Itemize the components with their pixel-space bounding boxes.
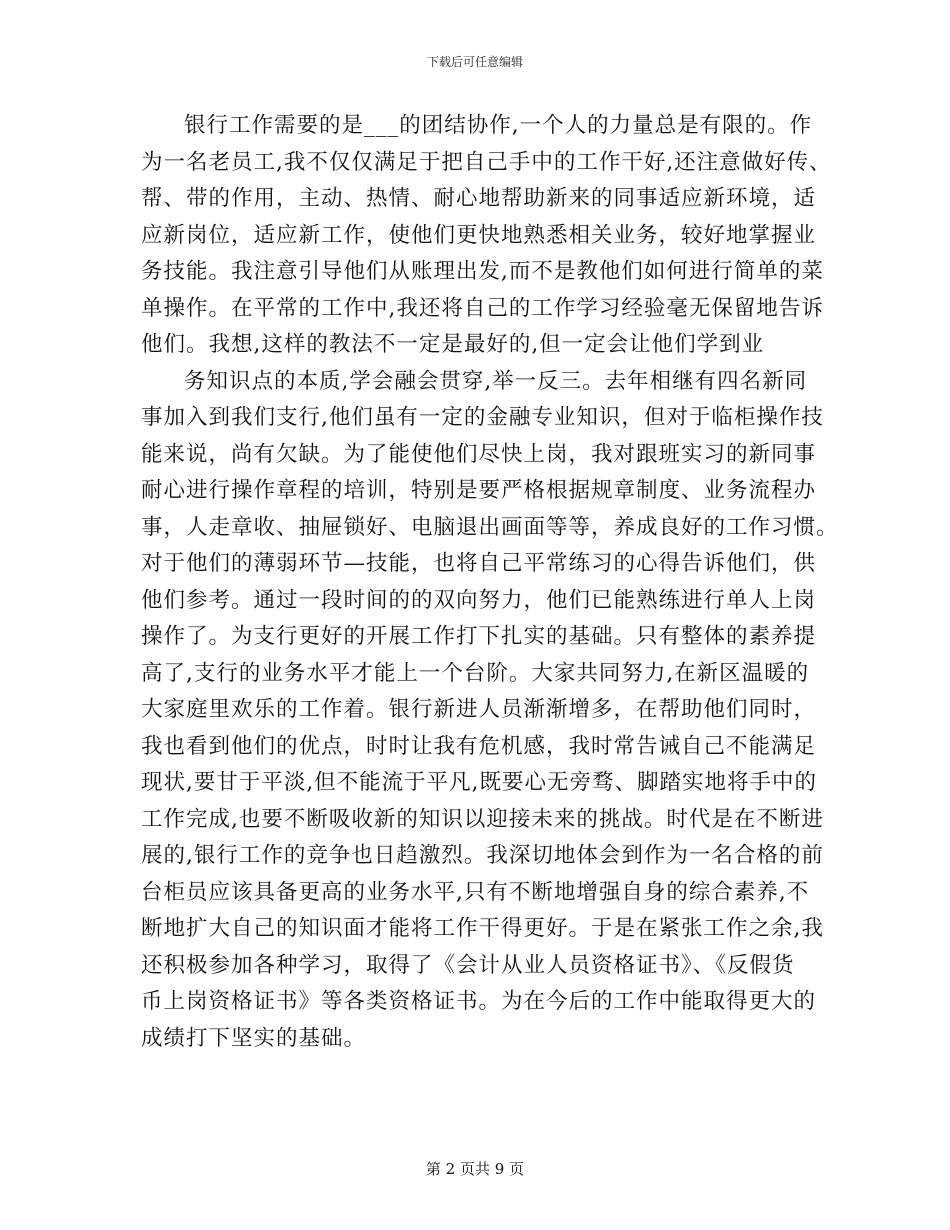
body-line: 事，人走章收、抽屉锁好、电脑退出画面等等，养成良好的工作习惯。 — [141, 514, 839, 540]
page-number: 第 2 页共 9 页 — [425, 1160, 525, 1178]
body-line: 单操作。在平常的工作中,我还将自己的工作学习经验毫无保留地告诉 — [141, 295, 824, 321]
body-line: 我也看到他们的优点，时时让我有危机感，我时常告诫自己不能满足 — [141, 733, 817, 759]
body-line: 他们参考。通过一段时间的的双向努力，他们已能熟练进行单人上岗 — [141, 587, 817, 613]
document-body — [141, 108, 839, 1057]
body-line: 大家庭里欢乐的工作着。银行新进人员渐渐增多，在帮助他们同时， — [141, 697, 817, 722]
body-line: 成绩打下坚实的基础。 — [141, 1025, 367, 1051]
body-line: 现状,要甘于平淡,但不能流于平凡,既要心无旁骛、脚踏实地将手中的 — [141, 770, 818, 795]
body-line: 币上岗资格证书》等各类资格证书。为在今后的工作中能取得更大的 — [141, 989, 817, 1014]
body-line: 耐心进行操作章程的培训，特别是要严格根据规章制度、业务流程办 — [141, 478, 817, 503]
body-line: 对于他们的薄弱环节—技能，也将自己平常练习的心得告诉他们，供 — [141, 551, 817, 576]
body-line: 操作了。为支行更好的开展工作打下扎实的基础。只有整体的素养提 — [141, 624, 817, 649]
body-line: 帮、带的作用，主动、热情、耐心地帮助新来的同事适应新环境，适 — [141, 186, 817, 211]
body-line: 事加入到我们支行,他们虽有一定的金融专业知识，但对于临柜操作技 — [141, 405, 824, 430]
page-header-note: 下载后可任意编辑 — [426, 55, 523, 69]
body-line: 他们。我想,这样的教法不一定是最好的,但一定会让他们学到业 — [141, 332, 765, 357]
body-line: 务技能。我注意引导他们从账理出发,而不是教他们如何进行简单的菜 — [141, 259, 824, 284]
body-line: 展的,银行工作的竞争也日趋激烈。我深切地体会到作为一名合格的前 — [141, 843, 824, 868]
body-line: 能来说，尚有欠缺。为了能使他们尽快上岗，我对跟班实习的新同事 — [141, 441, 817, 467]
body-line: 应新岗位，适应新工作，使他们更快地熟悉相关业务，较好地掌握业 — [141, 222, 817, 248]
body-line: 银行工作需要的是___的团结协作,一个人的力量总是有限的。作 — [184, 113, 813, 138]
body-line: 为一名老员工,我不仅仅满足于把自己手中的工作干好,还注意做好传、 — [141, 149, 832, 175]
body-line: 高了,支行的业务水平才能上一个台阶。大家共同努力,在新区温暖的 — [141, 660, 810, 686]
body-line: 工作完成,也要不断吸收新的知识以迎接未来的挑战。时代是在不断进 — [141, 806, 824, 832]
body-line: 断地扩大自己的知识面才能将工作干得更好。于是在紧张工作之余,我 — [141, 916, 824, 941]
body-line: 务知识点的本质,学会融会贯穿,举一反三。去年相继有四名新同 — [184, 368, 808, 394]
body-line: 台柜员应该具备更高的业务水平,只有不断地增强自身的综合素养,不 — [141, 879, 810, 905]
body-line: 还积极参加各种学习，取得了《会计从业人员资格证书》、《反假货 — [141, 952, 795, 978]
